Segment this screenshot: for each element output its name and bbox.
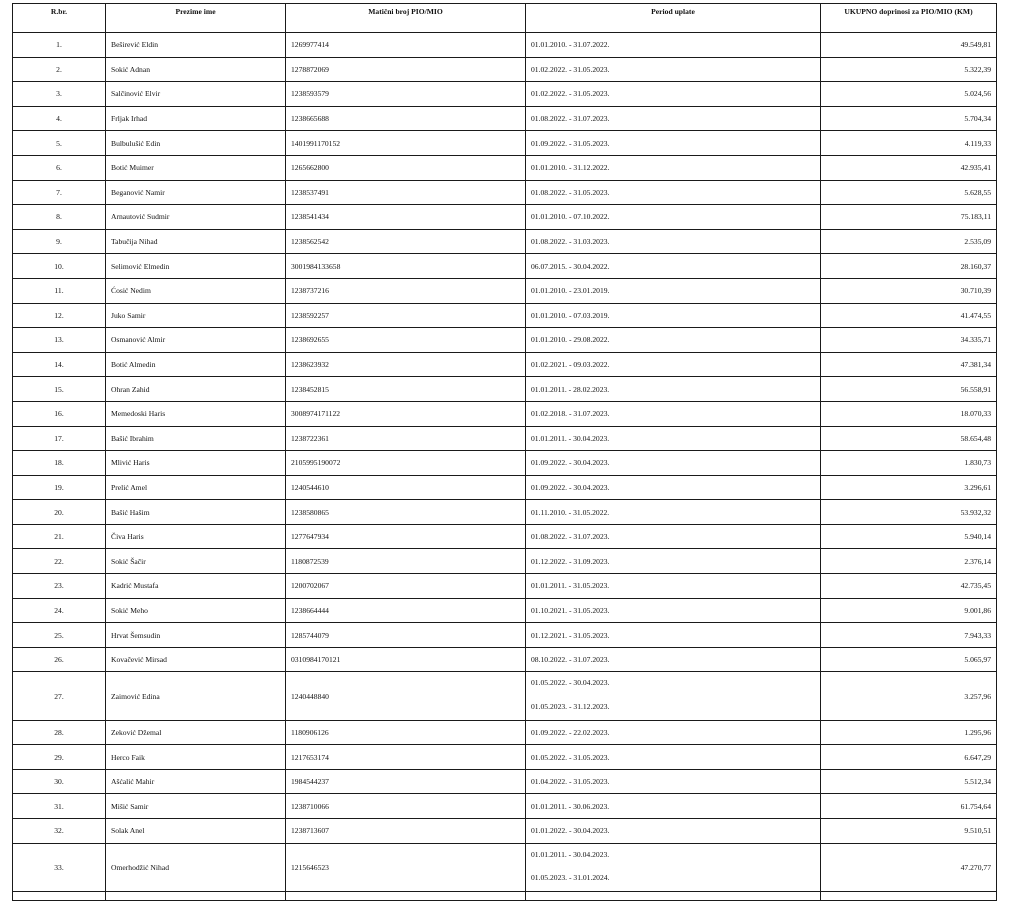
pio-mio-number: 1238592257 [286,303,526,328]
contribution-amount: 2.535,09 [821,229,997,254]
row-number: 29. [13,745,106,770]
pio-mio-number: 1238692655 [286,328,526,353]
pio-mio-number: 1401991170152 [286,131,526,156]
pio-mio-number: 1238562542 [286,229,526,254]
contribution-amount: 3.257,96 [821,672,997,720]
person-name: Frljak Irhad [106,106,286,131]
row-number: 9. [13,229,106,254]
person-name: Juko Samir [106,303,286,328]
table-row [13,328,997,353]
person-name: Bulbulušić Edin [106,131,286,156]
contribution-amount: 5.322,39 [821,57,997,82]
person-name: Čiva Haris [106,524,286,549]
row-number: 10. [13,254,106,279]
table-row [13,794,997,819]
table-row [13,574,997,599]
pio-mio-number: 1238580865 [286,500,526,525]
row-number: 24. [13,598,106,623]
empty-cell [526,891,821,900]
contribution-amount: 49.549,81 [821,33,997,58]
contribution-amount: 58.654,48 [821,426,997,451]
payment-period: 01.09.2022. - 30.04.2023. [526,451,821,476]
person-name: Zeković Džemal [106,720,286,745]
table-row [13,377,997,402]
person-name: Sokić Šačir [106,549,286,574]
row-number: 20. [13,500,106,525]
row-number: 16. [13,401,106,426]
pio-mio-number: 1238713607 [286,819,526,844]
table-row [13,672,997,720]
payment-period: 01.11.2010. - 31.05.2022. [526,500,821,525]
row-number: 2. [13,57,106,82]
person-name: Kovačević Mirsad [106,647,286,672]
row-number: 11. [13,278,106,303]
payment-period-line: 01.05.2023. - 31.01.2024. [531,873,610,883]
header-amount: UKUPNO doprinosi za PIO/MIO (KM) [821,4,997,33]
contribution-amount: 18.070,33 [821,401,997,426]
table-row [13,843,997,891]
table-row-continued [13,891,997,900]
row-number: 13. [13,328,106,353]
contribution-amount: 5.024,56 [821,82,997,107]
payment-period: 01.12.2022. - 31.09.2023. [526,549,821,574]
row-number: 18. [13,451,106,476]
contribution-amount: 75.183,11 [821,205,997,230]
person-name: Bašić Hašim [106,500,286,525]
table-row [13,352,997,377]
row-number: 33. [13,843,106,891]
empty-cell [106,891,286,900]
pio-mio-number: 1200702067 [286,574,526,599]
payment-period: 01.09.2022. - 31.05.2023. [526,131,821,156]
payment-period: 01.08.2022. - 31.07.2023. [526,524,821,549]
pio-mio-number: 1217653174 [286,745,526,770]
contribution-amount: 5.512,34 [821,769,997,794]
payment-period: 01.02.2018. - 31.07.2023. [526,401,821,426]
pio-mio-number: 1265662800 [286,155,526,180]
table-row [13,82,997,107]
row-number: 15. [13,377,106,402]
payment-period: 01.05.2022. - 31.05.2023. [526,745,821,770]
person-name: Selimović Elmedin [106,254,286,279]
contribution-amount: 4.119,33 [821,131,997,156]
payment-period: 01.09.2022. - 30.04.2023. [526,475,821,500]
pio-mio-number: 1269977414 [286,33,526,58]
row-number: 26. [13,647,106,672]
table-row [13,254,997,279]
table-row [13,598,997,623]
person-name: Herco Faik [106,745,286,770]
contribution-amount: 9.001,86 [821,598,997,623]
header-name: Prezime ime [106,4,286,33]
payment-period: 01.01.2011. - 31.05.2023. [526,574,821,599]
table-row [13,524,997,549]
pio-mio-number: 1240448840 [286,672,526,720]
pio-mio-number: 1238541434 [286,205,526,230]
row-number: 8. [13,205,106,230]
person-name: Mišić Samir [106,794,286,819]
contribution-amount: 41.474,55 [821,303,997,328]
person-name: Hrvat Šemsudin [106,623,286,648]
person-name: Prelić Amel [106,475,286,500]
payment-period: 01.12.2021. - 31.05.2023. [526,623,821,648]
contribution-amount: 53.932,32 [821,500,997,525]
contribution-amount: 34.335,71 [821,328,997,353]
payment-period: 01.09.2022. - 22.02.2023. [526,720,821,745]
pio-mio-number: 0310984170121 [286,647,526,672]
person-name: Botić Muimer [106,155,286,180]
table-row [13,426,997,451]
empty-cell [286,891,526,900]
pio-mio-number: 1238623932 [286,352,526,377]
person-name: Osmanović Almir [106,328,286,353]
person-name: Memedoski Haris [106,401,286,426]
row-number: 28. [13,720,106,745]
person-name: Omerhodžić Nihad [106,843,286,891]
table-row [13,549,997,574]
payment-period: 01.02.2022. - 31.05.2023. [526,57,821,82]
row-number: 4. [13,106,106,131]
header-period: Period uplate [526,4,821,33]
payment-period [526,672,821,720]
person-name: Salčinović Elvir [106,82,286,107]
row-number: 5. [13,131,106,156]
person-name: Solak Anel [106,819,286,844]
payment-period: 01.04.2022. - 31.05.2023. [526,769,821,794]
pio-mio-number: 3001984133658 [286,254,526,279]
contribution-amount: 42.735,45 [821,574,997,599]
payment-period: 01.01.2011. - 30.04.2023. [526,426,821,451]
contribution-amount: 1.830,73 [821,451,997,476]
table-row [13,303,997,328]
person-name: Ašćalić Mahir [106,769,286,794]
contribution-amount: 9.510,51 [821,819,997,844]
header-row [13,4,997,33]
row-number: 1. [13,33,106,58]
contribution-amount: 28.160,37 [821,254,997,279]
payment-period: 01.01.2010. - 31.07.2022. [526,33,821,58]
pio-mio-number: 1238664444 [286,598,526,623]
table-row [13,475,997,500]
pio-mio-number: 1238593579 [286,82,526,107]
row-number: 19. [13,475,106,500]
pio-mio-number: 3008974171122 [286,401,526,426]
row-number: 32. [13,819,106,844]
pio-mio-number: 1984544237 [286,769,526,794]
table-row [13,155,997,180]
row-number: 12. [13,303,106,328]
payment-period-line: 01.05.2022. - 30.04.2023. [531,678,610,688]
row-number: 27. [13,672,106,720]
contribution-amount: 56.558,91 [821,377,997,402]
person-name: Beširević Eldin [106,33,286,58]
payment-period: 01.01.2011. - 28.02.2023. [526,377,821,402]
table-row [13,647,997,672]
payment-period: 01.08.2022. - 31.07.2023. [526,106,821,131]
pio-mio-number: 1278872069 [286,57,526,82]
payment-period: 01.01.2022. - 30.04.2023. [526,819,821,844]
header-no: R.br. [13,4,106,33]
pio-mio-number: 1238710066 [286,794,526,819]
payment-period: 08.10.2022. - 31.07.2023. [526,647,821,672]
pio-mio-number: 1180906126 [286,720,526,745]
contribution-amount: 6.647,29 [821,745,997,770]
pio-mio-number: 1238537491 [286,180,526,205]
person-name: Arnautović Sudmir [106,205,286,230]
pio-mio-number: 1180872539 [286,549,526,574]
contribution-amount: 47.270,77 [821,843,997,891]
person-name: Sokić Adnan [106,57,286,82]
person-name: Ćosić Nedim [106,278,286,303]
person-name: Zaimović Edina [106,672,286,720]
payment-period: 01.08.2022. - 31.05.2023. [526,180,821,205]
row-number: 6. [13,155,106,180]
payment-period: 01.01.2011. - 30.06.2023. [526,794,821,819]
table-row [13,131,997,156]
contribution-amount: 5.940,14 [821,524,997,549]
payment-period: 01.02.2021. - 09.03.2022. [526,352,821,377]
row-number: 30. [13,769,106,794]
person-name: Sokić Meho [106,598,286,623]
contributions-table [12,3,997,901]
table-row [13,451,997,476]
pio-mio-number: 1238452815 [286,377,526,402]
contribution-amount: 5.065,97 [821,647,997,672]
pio-mio-number: 1238665688 [286,106,526,131]
pio-mio-number: 2105995190072 [286,451,526,476]
row-number: 22. [13,549,106,574]
contribution-amount: 5.704,34 [821,106,997,131]
row-number: 14. [13,352,106,377]
pio-mio-number: 1285744079 [286,623,526,648]
row-number: 31. [13,794,106,819]
pio-mio-number: 1238737216 [286,278,526,303]
table-row [13,278,997,303]
person-name: Tabučija Nihad [106,229,286,254]
pio-mio-number: 1238722361 [286,426,526,451]
table-body [13,33,997,901]
payment-period-line: 01.05.2023. - 31.12.2023. [531,702,610,712]
contribution-amount: 30.710,39 [821,278,997,303]
table-row [13,623,997,648]
contribution-amount: 7.943,33 [821,623,997,648]
table-row [13,106,997,131]
row-number: 7. [13,180,106,205]
contribution-amount: 61.754,64 [821,794,997,819]
person-name: Bašić Ibrahim [106,426,286,451]
table-row [13,500,997,525]
header-id: Matični broj PIO/MIO [286,4,526,33]
table-row [13,745,997,770]
payment-period [526,843,821,891]
table-row [13,57,997,82]
contribution-amount: 3.296,61 [821,475,997,500]
person-name: Beganović Namir [106,180,286,205]
pio-mio-number: 1215646523 [286,843,526,891]
empty-cell [13,891,106,900]
payment-period: 01.01.2010. - 31.12.2022. [526,155,821,180]
row-number: 21. [13,524,106,549]
row-number: 23. [13,574,106,599]
payment-period: 01.02.2022. - 31.05.2023. [526,82,821,107]
person-name: Botić Almedin [106,352,286,377]
table-row [13,720,997,745]
contribution-amount: 2.376,14 [821,549,997,574]
payment-period: 01.01.2010. - 07.10.2022. [526,205,821,230]
payment-period-line: 01.01.2011. - 30.04.2023. [531,849,610,859]
contribution-amount: 1.295,96 [821,720,997,745]
payment-period: 01.10.2021. - 31.05.2023. [526,598,821,623]
payment-period: 06.07.2015. - 30.04.2022. [526,254,821,279]
table-row [13,229,997,254]
payment-period: 01.01.2010. - 29.08.2022. [526,328,821,353]
table-row [13,769,997,794]
table-row [13,205,997,230]
pio-mio-number: 1277647934 [286,524,526,549]
payment-period: 01.01.2010. - 23.01.2019. [526,278,821,303]
contribution-amount: 5.628,55 [821,180,997,205]
payment-period: 01.08.2022. - 31.03.2023. [526,229,821,254]
person-name: Ohran Zahid [106,377,286,402]
table-row [13,819,997,844]
pio-mio-number: 1240544610 [286,475,526,500]
row-number: 25. [13,623,106,648]
person-name: Mlivić Haris [106,451,286,476]
payment-period: 01.01.2010. - 07.03.2019. [526,303,821,328]
row-number: 17. [13,426,106,451]
contribution-amount: 42.935,41 [821,155,997,180]
empty-cell [821,891,997,900]
table-row [13,401,997,426]
person-name: Kadrić Mustafa [106,574,286,599]
row-number: 3. [13,82,106,107]
contribution-amount: 47.381,34 [821,352,997,377]
table-row [13,180,997,205]
table-row [13,33,997,58]
